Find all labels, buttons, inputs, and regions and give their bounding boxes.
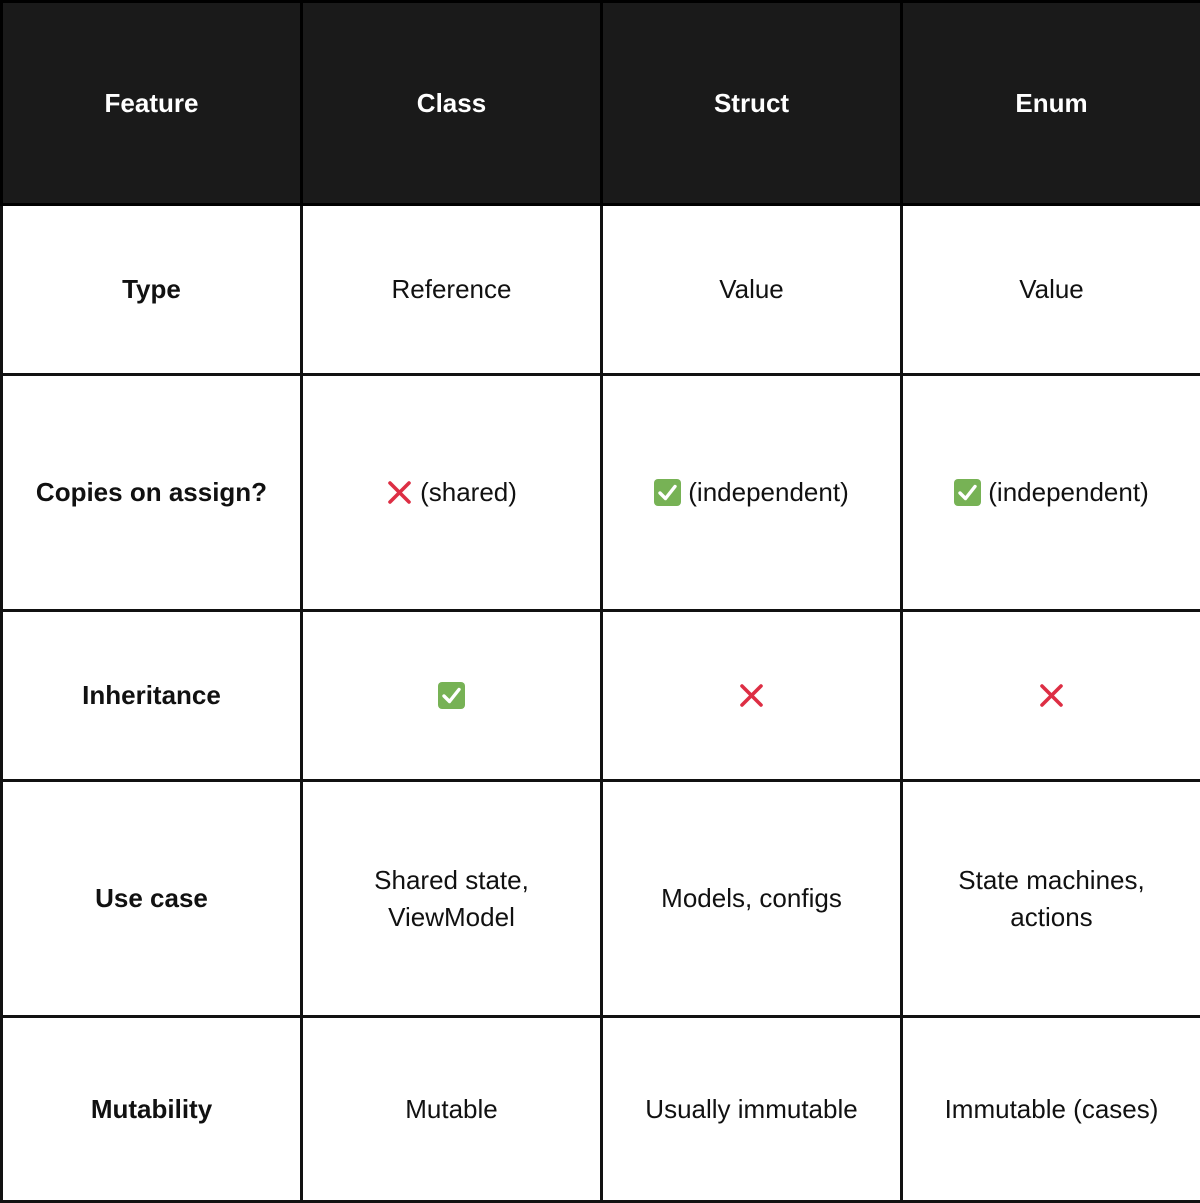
cell-copies-struct-text: (independent) [688, 477, 848, 507]
cell-inheritance-enum [902, 611, 1200, 781]
cell-copies-struct [602, 375, 902, 611]
cell-type-enum: Value [902, 205, 1200, 375]
header-struct: Struct [602, 2, 902, 205]
cell-copies-class-text: (shared) [420, 477, 517, 507]
cell-copies-enum [902, 375, 1200, 611]
table-row-use-case [2, 781, 1200, 1017]
cell-mutability-class: Mutable [302, 1017, 602, 1202]
table-row-mutability [2, 1017, 1200, 1202]
cell-use-case-class [302, 781, 602, 1017]
cross-mark-icon [386, 479, 413, 506]
row-label-copies: Copies on assign? [2, 375, 302, 611]
cell-use-case-enum-line-2: actions [911, 899, 1192, 936]
table-row-copies [2, 375, 1200, 611]
table-row-inheritance [2, 611, 1200, 781]
cross-mark-icon [1038, 682, 1065, 709]
row-label-mutability: Mutability [2, 1017, 302, 1202]
row-label-use-case: Use case [2, 781, 302, 1017]
header-enum: Enum [902, 2, 1200, 205]
cell-use-case-class-line-1: Shared state, [311, 862, 592, 899]
cell-use-case-enum [902, 781, 1200, 1017]
cross-mark-icon [738, 682, 765, 709]
table-row-type [2, 205, 1200, 375]
row-label-type: Type [2, 205, 302, 375]
header-feature: Feature [2, 2, 302, 205]
row-label-inheritance: Inheritance [2, 611, 302, 781]
cell-inheritance-class [302, 611, 602, 781]
check-mark-icon [954, 479, 981, 506]
check-mark-icon [438, 682, 465, 709]
header-row [2, 2, 1200, 205]
cell-mutability-struct: Usually immutable [602, 1017, 902, 1202]
cell-use-case-class-line-2: ViewModel [311, 899, 592, 936]
cell-inheritance-struct [602, 611, 902, 781]
cell-copies-enum-text: (independent) [988, 477, 1148, 507]
cell-type-class: Reference [302, 205, 602, 375]
cell-copies-class [302, 375, 602, 611]
cell-mutability-enum: Immutable (cases) [902, 1017, 1200, 1202]
check-mark-icon [654, 479, 681, 506]
cell-type-struct: Value [602, 205, 902, 375]
header-class: Class [302, 2, 602, 205]
cell-use-case-enum-line-1: State machines, [911, 862, 1192, 899]
cell-use-case-struct: Models, configs [602, 781, 902, 1017]
